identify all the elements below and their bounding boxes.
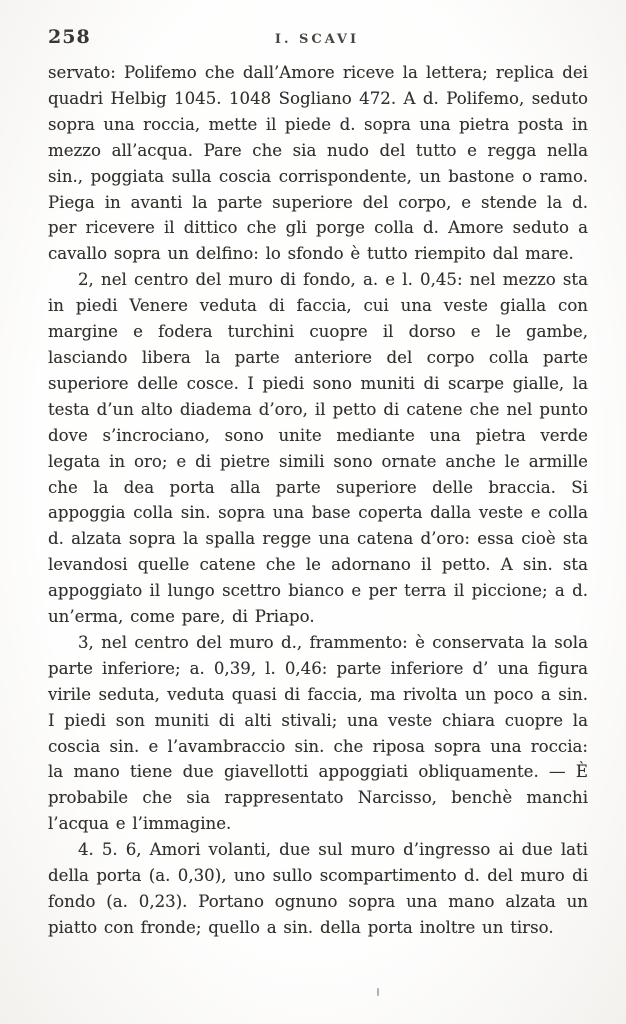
- running-title: I. SCAVI: [274, 32, 360, 47]
- paragraph-polifemo: servato: Polifemo che dall’Amore riceve la lettera; replica dei quadri Helbig 1045. 1048 Sogliano 472. A d. Polifemo, seduto sopra una roccia, mette il piede d. sopra una pietra posta in mezzo all’acqua. Pare che sia nudo del tutto e regga nella sin., poggiata sulla coscia corrispondente, un bastone o ramo. Piega in avanti la parte superiore del corpo, e stende la d. per ricevere il dittico che gli porge colla d. Amore seduto a cavallo sopra un delfino: lo sfondo è tutto riempito dal mare.: [48, 63, 588, 264]
- scan-artifact-speck: [377, 988, 379, 996]
- paragraph-narcisso: 3, nel centro del muro d., frammento: è conservata la sola parte inferiore; a. 0,39, l. 0,46: parte inferiore d’ una figura virile seduta, veduta quasi di faccia, ma rivolta un poco a sin. I piedi son muniti di alti stivali; una veste chiara cuopre la coscia sin. e l’avambraccio sin. che riposa sopra una roccia: la mano tiene due giavellotti appoggiati obliquamente. — È probabile che sia rappresentato Narcisso, benchè manchi l’acqua e l’immagine.: [48, 632, 588, 834]
- paragraph-venere: 2, nel centro del muro di fondo, a. e l. 0,45: nel mezzo sta in piedi Venere veduta di faccia, cui una veste gialla con margine e fodera turchini cuopre il dorso e le gambe, lasciando libera la parte anteriore del corpo colla parte superiore delle cosce. I piedi sono muniti di scarpe gialle, la testa d’un alto diadema d’oro, il petto di catene che nel punto dove s’incrociano, sono unite mediante una pietra verde legata in oro; e di pietre simili sono ornate anche le armille che la dea porta alla parte superiore delle braccia. Si appoggia colla sin. sopra una base coperta dalla veste e colla d. alzata sopra la spalla regge una catena d’oro: essa cioè sta levandosi quelle catene che le adornano il petto. A sin. sta appoggiato il lungo scettro bianco e per terra il piccione; a d. un’erma, come pare, di Priapo.: [48, 270, 588, 627]
- page-body: [48, 60, 588, 941]
- page-number: 258: [48, 26, 91, 48]
- page-header: [48, 26, 586, 48]
- paragraph-amori-volanti: 4. 5. 6, Amori volanti, due sul muro d’ingresso ai due lati della porta (a. 0,30), uno sullo scompartimento d. del muro di fondo (a. 0,23). Portano ognuno sopra una mano alzata un piatto con fronde; quello a sin. della porta inoltre un tirso.: [48, 840, 588, 937]
